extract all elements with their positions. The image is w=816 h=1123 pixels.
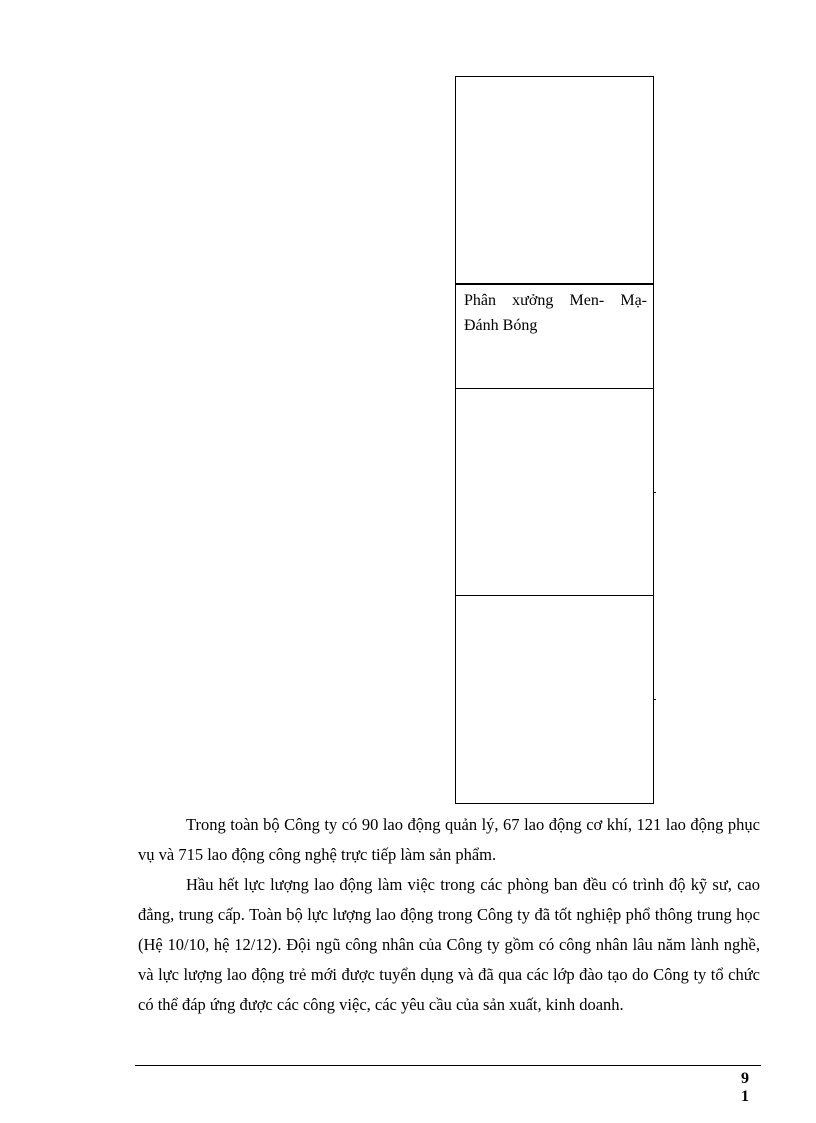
box-2-label: Phân xưởng Men- Mạ- Đánh Bóng (464, 292, 647, 334)
box-empty-4 (456, 596, 653, 803)
page-number (736, 1070, 754, 1106)
footer-divider (135, 1065, 761, 1066)
paragraph-labor-qualification: Hầu hết lực lượng lao động làm việc trong các phòng ban đều có trình độ kỹ sư, cao đẳng, trung cấp. Toàn bộ lực lượng lao động trong Công ty đã tốt nghiệp phổ thông trung học (Hệ 10/10, hệ 12/12). Đội ngũ công nhân của Công ty gồm có công nhân lâu năm lành nghề, và lực lượng lao động trẻ mới được tuyển dụng và đã qua các lớp đào tạo do Công ty tổ chức có thể đáp ứng được các công việc, các yêu cầu của sản xuất, kinh doanh. (138, 875, 760, 1014)
paragraph-labor-count: Trong toàn bộ Công ty có 90 lao động quản lý, 67 lao động cơ khí, 121 lao động phục vụ và 715 lao động công nghệ trực tiếp làm sản phẩm. (138, 815, 760, 864)
department-box-column (455, 76, 654, 804)
connector-tick (654, 492, 656, 493)
connector-tick (654, 699, 656, 700)
box-workshop-enamel-plating-polishing (456, 285, 653, 389)
page-number-line-2: 1 (741, 1088, 749, 1105)
box-empty-3 (456, 389, 653, 596)
page-number-line-1: 9 (741, 1070, 749, 1087)
box-empty-1 (456, 77, 653, 285)
